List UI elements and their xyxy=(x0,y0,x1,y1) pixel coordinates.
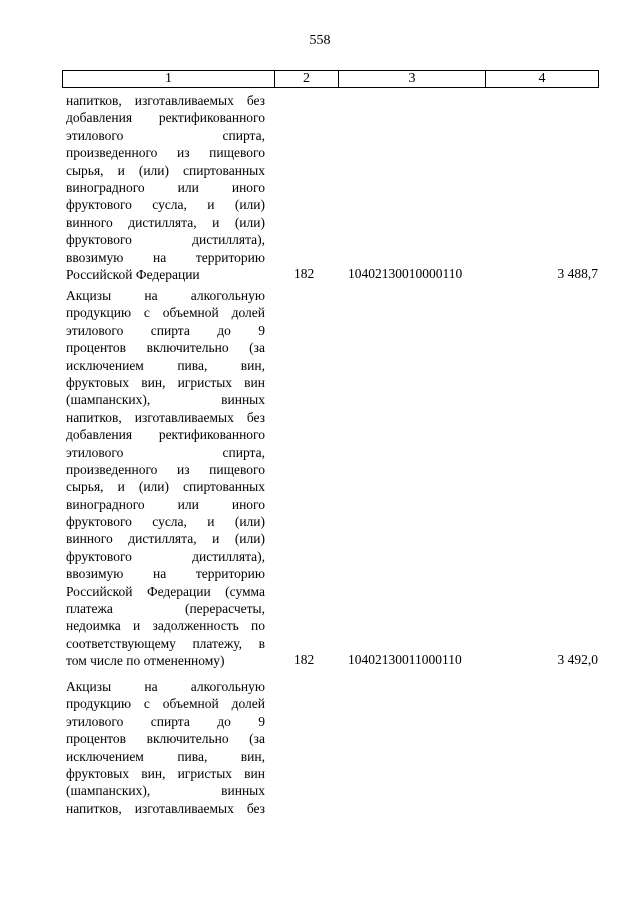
description-line: ввозимую на территорию xyxy=(66,566,265,582)
description-line: фруктового сусла, и (или) xyxy=(66,197,265,213)
description-line: виноградного или иного xyxy=(66,179,265,195)
description-line: винного дистиллята, и (или) xyxy=(66,214,265,230)
description-line: винного дистиллята, и (или) xyxy=(66,531,265,547)
description-line: Акцизы на алкогольную xyxy=(66,288,265,303)
description-line: том числе по отмененному) xyxy=(66,653,225,669)
description-line: добавления ректификованного xyxy=(66,110,265,126)
budget-code: 10402130011000110 xyxy=(348,652,462,668)
amount: 3 492,0 xyxy=(557,652,598,668)
description-line: процентов включительно (за xyxy=(66,340,265,356)
description-line: исключением пива, вин, xyxy=(66,357,265,373)
amount: 3 488,7 xyxy=(557,266,598,281)
admin-code: 182 xyxy=(294,266,315,281)
description-line: фруктовых вин, игристых вин xyxy=(66,374,265,390)
description-line: исключением пива, вин, xyxy=(66,748,265,764)
description-line: соответствующему платежу, в xyxy=(66,635,265,651)
row-description xyxy=(66,678,265,817)
description-line: этилового спирта до 9 xyxy=(66,322,265,338)
description-line: ввозимую на территорию xyxy=(66,249,265,265)
budget-code: 10402130010000110 xyxy=(348,266,463,281)
description-line: Российской Федерации (сумма xyxy=(66,583,265,599)
description-line: этилового спирта до 9 xyxy=(66,713,265,729)
description-line: добавления ректификованного xyxy=(66,427,265,443)
column-header-2: 2 xyxy=(275,71,339,87)
description-line: виноградного или иного xyxy=(66,496,265,512)
admin-code: 182 xyxy=(294,652,315,668)
column-header-1: 1 xyxy=(63,71,275,87)
description-line: платежа (перерасчеты, xyxy=(66,601,265,617)
description-line: этилового спирта, xyxy=(66,127,265,143)
description-line: фруктового сусла, и (или) xyxy=(66,514,265,530)
description-line: Акцизы на алкогольную xyxy=(66,679,265,694)
description-line: недоимка и задолженность по xyxy=(66,618,265,634)
description-line: произведенного из пищевого xyxy=(66,145,265,161)
description-line: напитков, изготавливаемых без xyxy=(66,93,265,108)
column-header-3: 3 xyxy=(339,71,486,87)
description-line: процентов включительно (за xyxy=(66,731,265,747)
description-line: фруктового дистиллята), xyxy=(66,548,265,564)
description-line: напитков, изготавливаемых без xyxy=(66,800,265,816)
row-description xyxy=(66,287,265,670)
description-line: произведенного из пищевого xyxy=(66,461,265,477)
row-description xyxy=(66,92,265,283)
description-line: продукцию с объемной долей xyxy=(66,696,265,712)
page-number: 558 xyxy=(309,33,331,48)
description-line: продукцию с объемной долей xyxy=(66,305,265,321)
description-line: напитков, изготавливаемых без xyxy=(66,409,265,425)
description-line: (шампанских), винных xyxy=(66,783,265,799)
description-line: фруктовых вин, игристых вин xyxy=(66,765,265,781)
description-line: фруктового дистиллята), xyxy=(66,232,265,248)
description-line: сырья, и (или) спиртованных xyxy=(66,162,265,178)
column-header-4: 4 xyxy=(538,71,546,86)
description-line: этилового спирта, xyxy=(66,444,265,460)
description-line: сырья, и (или) спиртованных xyxy=(66,479,265,495)
description-line: Российской Федерации xyxy=(66,266,200,282)
description-line: (шампанских), винных xyxy=(66,392,265,408)
table-header xyxy=(62,70,599,88)
